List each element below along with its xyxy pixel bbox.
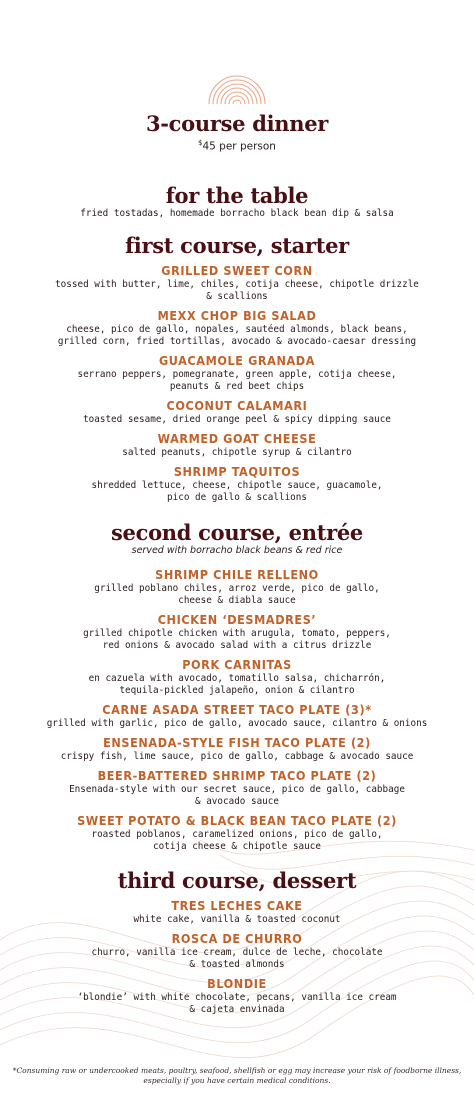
menu-item-name: PORK CARNITAS <box>182 656 292 672</box>
menu-item <box>0 931 474 971</box>
menu-item-description: ‘blondie’ with white chocolate, pecans, vanilla ice cream & cajeta envinada <box>77 991 397 1015</box>
menu-item-name: ENSENADA-STYLE FISH TACO PLATE (2) <box>103 734 371 750</box>
menu-section <box>0 234 474 504</box>
menu-item-description: cheese, pico de gallo, nopales, sautéed almonds, black beans, grilled corn, fried tortillas, avocado & avocado-caesar dressing <box>57 323 417 347</box>
menu-item-description: tossed with butter, lime, chiles, cotija cheese, chipotle drizzle & scallions <box>55 278 419 302</box>
menu-item <box>0 657 474 697</box>
menu-item-name: GRILLED SWEET CORN <box>161 262 313 278</box>
menu-content <box>0 112 474 1016</box>
menu-section <box>0 184 474 220</box>
menu-item-description: crispy fish, lime sauce, pico de gallo, cabbage & avocado sauce <box>60 750 414 762</box>
menu-item-description: Ensenada-style with our secret sauce, pico de gallo, cabbage & avocado sauce <box>69 783 405 807</box>
section-title: first course, starter <box>125 232 349 258</box>
menu-item-name: TRES LECHES CAKE <box>171 897 303 913</box>
menu-item-name: BEER-BATTERED SHRIMP TACO PLATE (2) <box>97 767 377 783</box>
menu-item <box>0 567 474 607</box>
menu-item-name: SHRIMP TAQUITOS <box>173 463 301 479</box>
price-line <box>0 137 474 154</box>
menu-item-name: SHRIMP CHILE RELLENO <box>155 566 319 582</box>
rainbow-arch-logo <box>205 70 269 104</box>
menu-item-name: CHICKEN ‘DESMADRES’ <box>157 611 317 627</box>
menu-item-name: WARMED GOAT CHEESE <box>157 430 317 446</box>
menu-item-name: CARNE ASADA STREET TACO PLATE (3)* <box>102 701 372 717</box>
price-currency: $ <box>198 139 203 147</box>
menu-item <box>0 308 474 348</box>
menu-item-name: MEXX CHOP BIG SALAD <box>157 307 317 323</box>
section-description: fried tostadas, homemade borracho black bean dip & salsa <box>80 207 394 219</box>
menu-item-name: ROSCA DE CHURRO <box>171 930 303 946</box>
menu-section <box>0 521 474 853</box>
section-title: for the table <box>165 182 309 208</box>
menu-item <box>0 464 474 504</box>
section-title: third course, dessert <box>117 867 357 893</box>
menu-item <box>0 813 474 853</box>
menu-item-description: white cake, vanilla & toasted coconut <box>133 913 341 925</box>
menu-item <box>0 431 474 459</box>
price-text: 45 per person <box>202 140 276 153</box>
menu-item <box>0 398 474 426</box>
menu-item-name: SWEET POTATO & BLACK BEAN TACO PLATE (2) <box>77 812 397 828</box>
menu-item <box>0 735 474 763</box>
menu-item-description: grilled chipotle chicken with arugula, tomato, peppers, red onions & avocado salad with a citrus drizzle <box>83 627 391 651</box>
menu-title: 3-course dinner <box>145 111 329 136</box>
menu-item <box>0 702 474 730</box>
menu-item-description: churro, vanilla ice cream, dulce de leche, chocolate & toasted almonds <box>91 946 383 970</box>
menu-item-description: salted peanuts, chipotle syrup & cilantro <box>122 446 352 458</box>
menu-item <box>0 353 474 393</box>
menu-item-name: BLONDIE <box>207 975 267 991</box>
menu-item <box>0 612 474 652</box>
menu-section <box>0 869 474 1016</box>
menu-item-description: grilled with garlic, pico de gallo, avocado sauce, cilantro & onions <box>46 717 428 729</box>
section-subtitle: served with borracho black beans & red rice <box>131 544 343 556</box>
menu-item <box>0 976 474 1016</box>
menu-item-description: en cazuela with avocado, tomatillo salsa, chicharrón, tequila-pickled jalapeño, onion & cilantro <box>88 672 386 696</box>
menu-item-description: toasted sesame, dried orange peel & spicy dipping sauce <box>83 413 391 425</box>
menu-item-description: grilled poblano chiles, arroz verde, pico de gallo, cheese & diabla sauce <box>94 582 380 606</box>
menu-item-description: serrano peppers, pomegranate, green apple, cotija cheese, peanuts & red beet chips <box>77 368 397 392</box>
menu-item-description: shredded lettuce, cheese, chipotle sauce, guacamole, pico de gallo & scallions <box>91 479 383 503</box>
menu-item <box>0 263 474 303</box>
health-footnote: *Consuming raw or undercooked meats, poultry, seafood, shellfish or egg may increase your risk of foodborne illness, especially if you have certain medical conditions. <box>12 1066 462 1085</box>
menu-item-description: roasted poblanos, caramelized onions, pico de gallo, cotija cheese & chipotle sauce <box>91 828 383 852</box>
menu-item-name: GUACAMOLE GRANADA <box>158 352 316 368</box>
menu-item <box>0 768 474 808</box>
menu-item <box>0 898 474 926</box>
menu-item-name: COCONUT CALAMARI <box>166 397 308 413</box>
menu-sections <box>0 184 474 1016</box>
section-title: second course, entrée <box>111 519 363 545</box>
